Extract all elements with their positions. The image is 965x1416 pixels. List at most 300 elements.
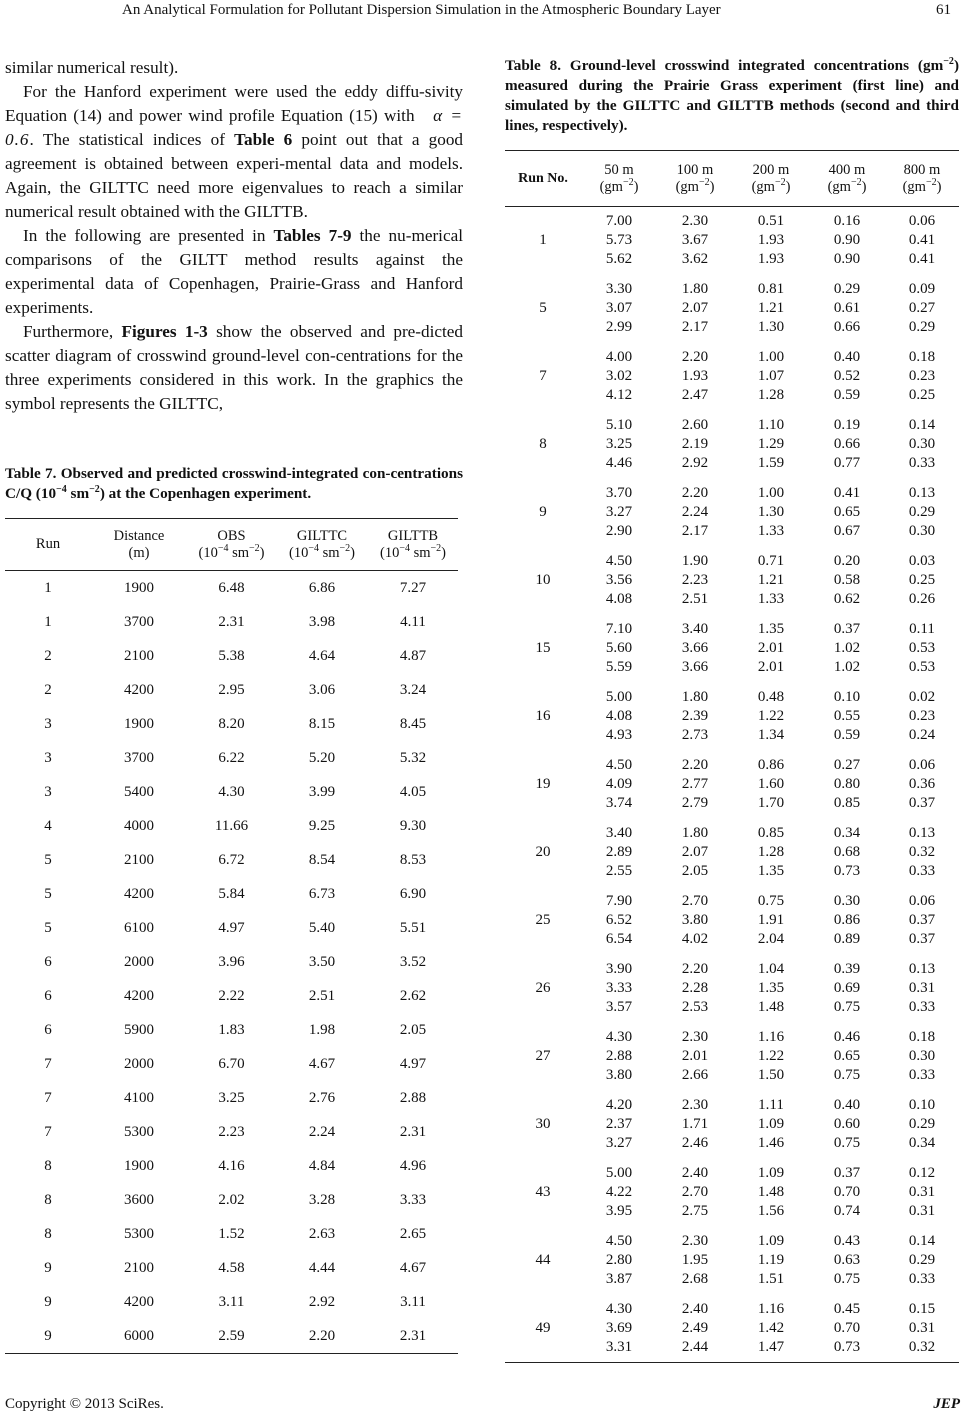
cell-value: 2.39 bbox=[681, 708, 709, 724]
p2-after: point out that a good agreement is obtained between experi-mental data and models. Again, the GILTTC need more eigenvalues to reach a similar numerical result obtained with the GILTTB. bbox=[5, 130, 464, 221]
figures-ref: Figures 1-3 bbox=[121, 322, 208, 341]
table-cell: 6 bbox=[44, 1021, 52, 1038]
cell-value: 2.20 bbox=[681, 485, 709, 501]
table-row bbox=[505, 955, 959, 1023]
run-number: 49 bbox=[505, 1295, 581, 1363]
cell-value: 2.79 bbox=[681, 795, 709, 811]
table-cell: 2.20 bbox=[276, 1319, 368, 1354]
cell-value: 4.09 bbox=[605, 776, 633, 792]
table-cell bbox=[885, 207, 959, 275]
cell-value: 3.40 bbox=[605, 825, 633, 841]
cell-value: 0.90 bbox=[833, 251, 861, 268]
page-number: 61 bbox=[936, 2, 951, 18]
table-cell: 2 bbox=[44, 647, 52, 664]
table-cell: 2.76 bbox=[308, 1089, 336, 1106]
table-cell: 3.24 bbox=[399, 681, 427, 698]
header-unit: (gm bbox=[675, 178, 699, 195]
cell-value: 0.30 bbox=[833, 893, 861, 909]
cell-value: 2.89 bbox=[605, 844, 633, 860]
table-cell bbox=[657, 887, 733, 955]
cell-value: 2.49 bbox=[681, 1319, 709, 1336]
cell-value: 0.18 bbox=[908, 349, 936, 365]
run-number: 5 bbox=[539, 300, 547, 316]
cell-value: 2.80 bbox=[605, 1252, 633, 1268]
cell-value: 0.06 bbox=[908, 893, 936, 909]
table-row bbox=[5, 1115, 458, 1149]
header-label: OBS bbox=[217, 527, 246, 544]
header-unit-exp: −2 bbox=[774, 176, 786, 188]
table-cell: 7 bbox=[44, 1055, 52, 1072]
table-cell: 4200 bbox=[124, 987, 154, 1004]
cell-value: 1.35 bbox=[757, 863, 785, 879]
table-cell bbox=[581, 479, 657, 547]
table-cell: 5.20 bbox=[308, 749, 336, 766]
cell-value: 0.85 bbox=[833, 795, 861, 811]
cell-value: 0.74 bbox=[833, 1203, 861, 1219]
cell-value: 5.62 bbox=[605, 251, 633, 268]
table-cell bbox=[581, 343, 657, 411]
cell-value: 0.31 bbox=[908, 980, 936, 996]
caption-exponent: −2 bbox=[89, 483, 100, 495]
cell-value: 1.30 bbox=[757, 319, 785, 335]
table-cell: 4200 bbox=[124, 681, 154, 698]
cell-value: 0.75 bbox=[833, 999, 861, 1015]
table-cell bbox=[733, 1091, 809, 1159]
cell-value: 0.02 bbox=[908, 689, 936, 705]
cell-value: 0.12 bbox=[908, 1165, 936, 1181]
cell-value: 1.90 bbox=[681, 553, 709, 569]
table-cell bbox=[657, 1023, 733, 1091]
table-cell bbox=[733, 275, 809, 343]
paragraph-3 bbox=[5, 224, 463, 320]
cell-value: 0.77 bbox=[833, 455, 861, 471]
cell-value: 2.24 bbox=[681, 504, 709, 520]
caption-text: sm bbox=[66, 485, 90, 502]
cell-value: 4.30 bbox=[605, 1300, 633, 1317]
cell-value: 0.45 bbox=[833, 1300, 861, 1317]
table-cell bbox=[581, 1091, 657, 1159]
table-cell: 6.72 bbox=[218, 851, 245, 868]
cell-value: 1.91 bbox=[757, 912, 785, 928]
header-unit: ) bbox=[709, 178, 715, 195]
table-cell: 3 bbox=[44, 715, 52, 732]
cell-value: 2.05 bbox=[681, 863, 709, 879]
table-cell: 5.84 bbox=[218, 885, 245, 902]
table-cell bbox=[809, 955, 885, 1023]
table-cell: 1.98 bbox=[308, 1021, 336, 1038]
cell-value: 4.46 bbox=[605, 455, 633, 471]
cell-value: 0.90 bbox=[833, 232, 861, 249]
cell-value: 0.10 bbox=[908, 1097, 936, 1113]
cell-value: 4.30 bbox=[605, 1029, 633, 1045]
cell-value: 2.53 bbox=[681, 999, 709, 1015]
table-cell: 5300 bbox=[124, 1225, 154, 1242]
table-cell bbox=[885, 1295, 959, 1363]
cell-value: 1.93 bbox=[757, 232, 785, 249]
cell-value: 1.21 bbox=[757, 300, 785, 316]
cell-value: 0.34 bbox=[833, 825, 861, 841]
cell-value: 2.70 bbox=[681, 893, 709, 909]
table-cell: 2.62 bbox=[399, 987, 427, 1004]
table-cell: 4.97 bbox=[399, 1055, 427, 1072]
cell-value: 1.50 bbox=[757, 1067, 785, 1083]
cell-value: 1.93 bbox=[757, 251, 785, 268]
table-cell: 1.52 bbox=[218, 1225, 245, 1242]
col-header-run: Run bbox=[5, 519, 91, 571]
table-cell: 2.31 bbox=[218, 613, 245, 630]
cell-value: 3.30 bbox=[605, 281, 633, 297]
cell-value: 2.40 bbox=[681, 1300, 709, 1317]
cell-value: 4.12 bbox=[605, 387, 633, 403]
cell-value: 0.65 bbox=[833, 504, 861, 520]
cell-value: 3.40 bbox=[681, 621, 709, 637]
cell-value: 2.60 bbox=[681, 417, 709, 433]
cell-value: 0.33 bbox=[908, 1271, 936, 1287]
table-row bbox=[5, 877, 458, 911]
cell-value: 2.99 bbox=[605, 319, 633, 335]
header-unit-exp: −2 bbox=[339, 542, 351, 554]
table-cell: 6.70 bbox=[218, 1055, 245, 1072]
page-header bbox=[0, 0, 965, 24]
cell-value: 0.75 bbox=[833, 1135, 861, 1151]
table-ref: Table 6 bbox=[234, 130, 293, 149]
cell-value: 0.13 bbox=[908, 485, 936, 501]
table-cell bbox=[809, 615, 885, 683]
p2-mid: . The statistical indices of bbox=[29, 130, 225, 149]
cell-value: 0.63 bbox=[833, 1252, 861, 1268]
col-header-distance bbox=[91, 519, 187, 571]
run-number: 43 bbox=[535, 1184, 551, 1200]
cell-value: 1.09 bbox=[757, 1165, 785, 1181]
table-cell bbox=[581, 751, 657, 819]
table-cell: 2.65 bbox=[399, 1225, 427, 1242]
table-cell: 6.86 bbox=[276, 571, 368, 606]
cell-value: 1.48 bbox=[757, 999, 785, 1015]
table-row bbox=[505, 207, 959, 275]
cell-value: 2.28 bbox=[681, 980, 709, 996]
cell-value: 1.47 bbox=[757, 1338, 785, 1355]
table-cell: 4000 bbox=[124, 817, 154, 834]
header-unit: ) bbox=[785, 178, 791, 195]
table-cell bbox=[885, 615, 959, 683]
cell-value: 0.81 bbox=[757, 281, 785, 297]
table-cell: 5 bbox=[44, 851, 52, 868]
cell-value: 0.52 bbox=[833, 368, 861, 384]
cell-value: 0.09 bbox=[908, 281, 936, 297]
table-cell: 4.97 bbox=[218, 919, 245, 936]
table-cell bbox=[733, 683, 809, 751]
cell-value: 1.22 bbox=[757, 708, 785, 724]
table-cell: 8.20 bbox=[218, 715, 245, 732]
cell-value: 2.44 bbox=[681, 1338, 709, 1355]
cell-value: 1.10 bbox=[757, 417, 785, 433]
cell-value: 1.21 bbox=[757, 572, 785, 588]
left-column bbox=[5, 56, 464, 1344]
table-cell: 5.38 bbox=[218, 647, 245, 664]
cell-value: 0.14 bbox=[908, 417, 936, 433]
header-label: 200 m bbox=[752, 161, 790, 178]
table-cell: 2.95 bbox=[218, 681, 245, 698]
table-cell bbox=[885, 955, 959, 1023]
table-row bbox=[505, 615, 959, 683]
cell-value: 0.32 bbox=[908, 1338, 936, 1355]
cell-value: 0.40 bbox=[833, 1097, 861, 1113]
table-cell: 8.54 bbox=[308, 851, 336, 868]
cell-value: 0.70 bbox=[833, 1184, 861, 1200]
p3-after: the nu-merical comparisons of the GILTT method results against the experimental data of Copenhagen, Prairie-Grass and Hanford experiments. bbox=[5, 226, 463, 317]
table-cell bbox=[581, 819, 657, 887]
header-unit-exp: −4 bbox=[217, 542, 229, 554]
run-number: 16 bbox=[535, 708, 551, 724]
table-cell: 2.59 bbox=[187, 1319, 276, 1354]
table-cell: 5.40 bbox=[308, 919, 336, 936]
table-cell: 6.48 bbox=[187, 571, 276, 606]
table-cell bbox=[657, 1159, 733, 1227]
right-column bbox=[505, 55, 959, 1355]
table-cell: 3.11 bbox=[400, 1293, 426, 1310]
cell-value: 1.02 bbox=[833, 640, 861, 656]
header-label: 400 m bbox=[828, 161, 866, 178]
table-cell: 7 bbox=[44, 1089, 52, 1106]
cell-value: 3.57 bbox=[605, 999, 633, 1015]
col-header-distance bbox=[581, 151, 657, 207]
cell-value: 5.00 bbox=[605, 689, 633, 705]
cell-value: 7.90 bbox=[605, 893, 633, 909]
table-cell bbox=[733, 479, 809, 547]
table-cell bbox=[885, 751, 959, 819]
table-cell bbox=[885, 411, 959, 479]
table-7 bbox=[5, 518, 458, 1354]
cell-value: 2.75 bbox=[681, 1203, 709, 1219]
cell-value: 3.31 bbox=[605, 1338, 633, 1355]
table-cell: 4.11 bbox=[400, 613, 426, 630]
table-cell bbox=[885, 819, 959, 887]
cell-value: 2.47 bbox=[681, 387, 709, 403]
header-unit-exp: −4 bbox=[308, 542, 319, 554]
col-header-gilttc bbox=[276, 519, 368, 571]
table-cell bbox=[581, 1295, 657, 1363]
table-cell: 4200 bbox=[124, 885, 154, 902]
cell-value: 0.75 bbox=[757, 893, 785, 909]
cell-value: 0.18 bbox=[908, 1029, 936, 1045]
cell-value: 0.58 bbox=[833, 572, 861, 588]
cell-value: 2.20 bbox=[681, 757, 709, 773]
table-cell: 5900 bbox=[124, 1021, 154, 1038]
header-unit-exp: −2 bbox=[850, 176, 862, 188]
table-cell bbox=[809, 479, 885, 547]
cell-value: 0.11 bbox=[909, 621, 935, 637]
cell-value: 2.51 bbox=[681, 591, 709, 607]
cell-value: 1.80 bbox=[681, 281, 709, 297]
cell-value: 7.10 bbox=[605, 621, 633, 637]
cell-value: 0.29 bbox=[908, 319, 936, 335]
table-row bbox=[5, 1047, 458, 1081]
table-cell: 9 bbox=[44, 1293, 52, 1310]
table-cell bbox=[885, 1091, 959, 1159]
table-cell: 3.11 bbox=[218, 1293, 245, 1310]
cell-value: 2.73 bbox=[681, 727, 709, 743]
header-label: 100 m bbox=[676, 161, 714, 178]
run-number: 1 bbox=[505, 207, 581, 275]
cell-value: 1.22 bbox=[757, 1048, 785, 1064]
table-row bbox=[505, 411, 959, 479]
cell-value: 0.33 bbox=[908, 999, 936, 1015]
cell-value: 1.19 bbox=[757, 1252, 785, 1268]
table-cell bbox=[657, 1227, 733, 1295]
cell-value: 2.92 bbox=[681, 455, 709, 471]
table-cell: 3.99 bbox=[308, 783, 336, 800]
cell-value: 0.75 bbox=[833, 1271, 861, 1287]
table-row bbox=[5, 1183, 458, 1217]
table-cell bbox=[733, 411, 809, 479]
cell-value: 0.16 bbox=[833, 213, 861, 230]
table-row bbox=[505, 1227, 959, 1295]
cell-value: 0.26 bbox=[908, 591, 936, 607]
caption-exponent: −4 bbox=[56, 483, 67, 495]
cell-value: 0.68 bbox=[833, 844, 861, 860]
table-cell: 8 bbox=[44, 1157, 52, 1174]
table-cell: 8.45 bbox=[399, 715, 427, 732]
cell-value: 0.66 bbox=[833, 319, 861, 335]
cell-value: 0.27 bbox=[833, 757, 861, 773]
table-cell: 8.15 bbox=[308, 715, 336, 732]
cell-value: 3.56 bbox=[605, 572, 633, 588]
table-cell: 5.32 bbox=[399, 749, 427, 766]
table-row bbox=[505, 1159, 959, 1227]
cell-value: 2.23 bbox=[681, 572, 709, 588]
cell-value: 6.52 bbox=[605, 912, 633, 928]
cell-value: 4.22 bbox=[605, 1184, 633, 1200]
table-row bbox=[5, 1217, 458, 1251]
cell-value: 2.46 bbox=[681, 1135, 709, 1151]
header-unit-exp: −2 bbox=[698, 176, 710, 188]
cell-value: 5.10 bbox=[605, 417, 633, 433]
cell-value: 2.19 bbox=[681, 436, 709, 452]
table-cell bbox=[809, 887, 885, 955]
table-row bbox=[5, 1285, 458, 1319]
cell-value: 5.73 bbox=[605, 232, 633, 249]
table-cell: 8 bbox=[44, 1225, 52, 1242]
cell-value: 0.37 bbox=[833, 621, 861, 637]
cell-value: 0.70 bbox=[833, 1319, 861, 1336]
cell-value: 0.29 bbox=[908, 504, 936, 520]
cell-value: 3.02 bbox=[605, 368, 633, 384]
table-cell: 2.63 bbox=[308, 1225, 336, 1242]
table-cell: 4100 bbox=[124, 1089, 154, 1106]
cell-value: 1.34 bbox=[757, 727, 785, 743]
table-cell bbox=[733, 1023, 809, 1091]
cell-value: 0.71 bbox=[757, 553, 785, 569]
table-8 bbox=[505, 150, 959, 1363]
caption-text: ) at the Copenhagen experiment. bbox=[99, 485, 312, 502]
table8-caption bbox=[505, 56, 959, 136]
cell-value: 1.71 bbox=[681, 1116, 709, 1132]
table-cell: 2.31 bbox=[399, 1123, 427, 1140]
table-cell: 4.84 bbox=[308, 1157, 336, 1174]
table-row bbox=[5, 605, 458, 639]
table-cell: 11.66 bbox=[214, 817, 249, 834]
cell-value: 1.28 bbox=[757, 387, 785, 403]
cell-value: 0.27 bbox=[908, 300, 936, 316]
cell-value: 2.17 bbox=[681, 523, 709, 539]
cell-value: 0.32 bbox=[908, 844, 936, 860]
table-row bbox=[5, 911, 458, 945]
cell-value: 1.16 bbox=[757, 1300, 785, 1317]
header-unit: sm bbox=[228, 544, 250, 561]
cell-value: 3.07 bbox=[605, 300, 633, 316]
table-cell bbox=[657, 955, 733, 1023]
cell-value: 0.61 bbox=[833, 300, 861, 316]
cell-value: 1.51 bbox=[757, 1271, 785, 1287]
table-cell bbox=[657, 1091, 733, 1159]
cell-value: 0.41 bbox=[908, 251, 936, 268]
cell-value: 1.30 bbox=[757, 504, 785, 520]
cell-value: 0.51 bbox=[757, 213, 785, 230]
table-cell: 2.92 bbox=[308, 1293, 336, 1310]
table-cell bbox=[581, 275, 657, 343]
table-row bbox=[505, 751, 959, 819]
table-cell bbox=[657, 615, 733, 683]
header-label: GILTTB bbox=[387, 527, 439, 544]
table-cell: 6.73 bbox=[308, 885, 336, 902]
table-cell bbox=[733, 207, 809, 275]
cell-value: 0.86 bbox=[833, 912, 861, 928]
cell-value: 6.54 bbox=[605, 931, 633, 947]
table-cell bbox=[657, 819, 733, 887]
cell-value: 1.48 bbox=[757, 1184, 785, 1200]
table-cell: 3.33 bbox=[399, 1191, 427, 1208]
cell-value: 4.20 bbox=[605, 1097, 633, 1113]
table-cell bbox=[885, 683, 959, 751]
table-cell: 2000 bbox=[124, 1055, 154, 1072]
cell-value: 1.09 bbox=[757, 1116, 785, 1132]
table-cell: 6100 bbox=[124, 919, 154, 936]
cell-value: 2.01 bbox=[681, 1048, 709, 1064]
table-row bbox=[505, 887, 959, 955]
caption-text: Table 7. Observed and predicted crosswind-integrated con-centrations C/Q (10 bbox=[5, 465, 463, 502]
table-cell bbox=[581, 1023, 657, 1091]
table-row bbox=[505, 819, 959, 887]
cell-value: 0.10 bbox=[833, 689, 861, 705]
table-cell: 5400 bbox=[124, 783, 154, 800]
table-cell: 5.51 bbox=[399, 919, 427, 936]
p4-after: show the observed and pre-dicted scatter diagram of crosswind ground-level con-centrations for the three experiments considered in this work. In the graphics the symbol represents the GILTTC, bbox=[5, 322, 464, 413]
cell-value: 0.62 bbox=[833, 591, 861, 607]
table-row bbox=[5, 707, 458, 741]
cell-value: 1.95 bbox=[681, 1252, 709, 1268]
cell-value: 2.07 bbox=[681, 300, 709, 316]
table-row bbox=[505, 1091, 959, 1159]
copyright-notice: Copyright © 2013 SciRes. bbox=[5, 1396, 164, 1412]
cell-value: 3.80 bbox=[605, 1067, 633, 1083]
run-number: 25 bbox=[535, 912, 551, 928]
table-cell: 2100 bbox=[124, 1259, 154, 1276]
run-number: 20 bbox=[535, 844, 551, 860]
table-cell: 4.44 bbox=[308, 1259, 336, 1276]
table-cell: 2100 bbox=[124, 647, 154, 664]
cell-value: 3.69 bbox=[605, 1319, 633, 1336]
table-cell: 2 bbox=[44, 681, 52, 698]
table-cell bbox=[657, 207, 733, 275]
table-cell bbox=[885, 1227, 959, 1295]
cell-value: 3.74 bbox=[605, 795, 633, 811]
table-cell bbox=[581, 1159, 657, 1227]
cell-value: 3.67 bbox=[681, 232, 709, 249]
cell-value: 0.73 bbox=[833, 863, 861, 879]
table-cell: 2.22 bbox=[218, 987, 245, 1004]
table-cell: 3 bbox=[44, 783, 52, 800]
table-cell: 3.06 bbox=[308, 681, 336, 698]
